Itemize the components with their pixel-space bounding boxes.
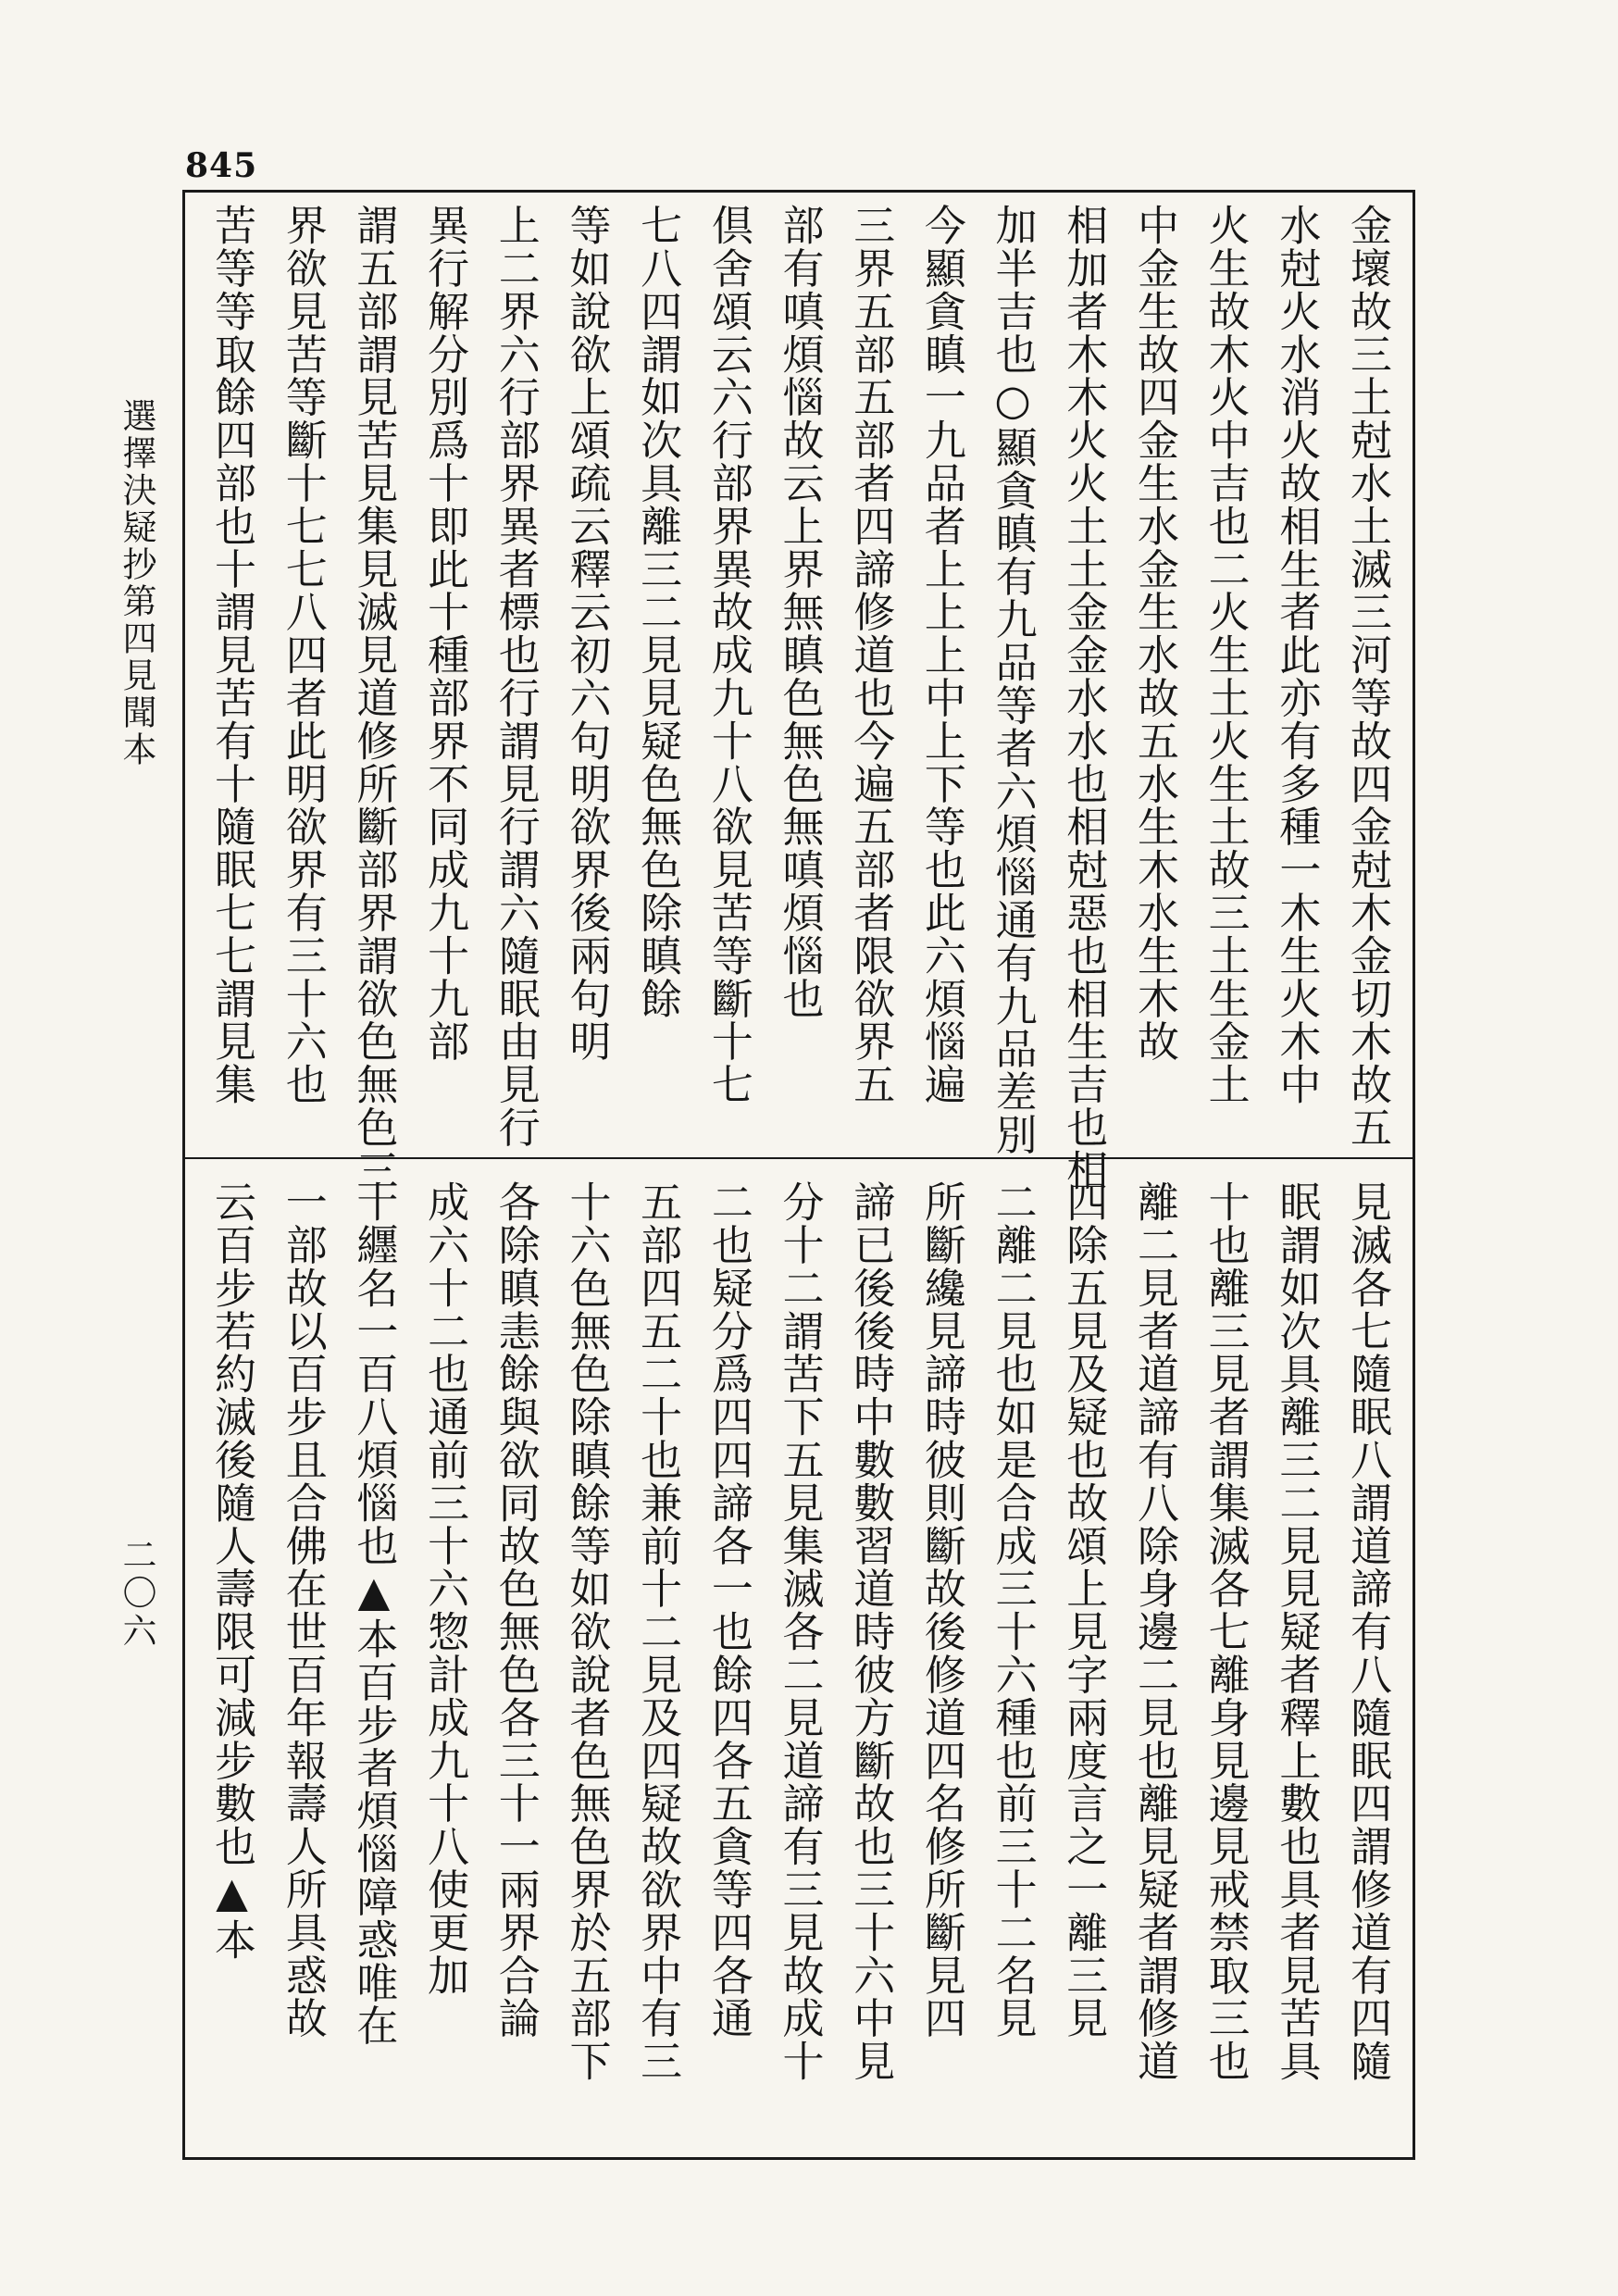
page-number: 845	[185, 146, 258, 185]
running-title: 選擇決疑抄第四見聞本	[117, 398, 156, 768]
text-column: 各除瞋恚餘與欲同故色無色各三十一兩界合論	[491, 1180, 541, 2040]
text-column: 二離二見也如是合成三十六種也前三十二名見	[988, 1180, 1038, 2040]
text-column: 離二見者道諦有八除身邊二見也離見疑者謂修道	[1129, 1180, 1179, 2083]
text-column: 七八四謂如次具離三二見見疑色無色除瞋餘	[633, 204, 683, 1020]
text-column: 苦等等取餘四部也十謂見苦有十隨眠七七謂見集	[207, 204, 256, 1106]
text-column: 二也疑分爲四四諦各一也餘四各五貪等四各通	[703, 1180, 753, 2040]
text-column: 謂五部謂見苦見集見滅見道修所斷部界謂欲色無色三	[349, 204, 399, 1192]
text-column: 成六十二也通前三十六惣計成九十八使更加	[420, 1180, 470, 1997]
text-column: 異行解分別爲十即此十種部界不同成九十九部	[420, 204, 470, 1063]
text-column: 部有嗔煩惱故云上界無瞋色無色無嗔煩惱也	[775, 204, 825, 1020]
text-column: 加半吉也○顯貪瞋有九品等者六煩惱通有九品差別	[988, 204, 1038, 1156]
text-column: 云百步若約滅後隨人壽限可減步數也▲本	[207, 1180, 256, 1962]
lower-register	[207, 1180, 1392, 2143]
upper-register	[207, 204, 1392, 1192]
text-column: 界欲見苦等斷十七七八四者此明欲界有三十六也	[278, 204, 328, 1106]
text-column: 諦已後後時中數數習道時彼方斷故也三十六中見	[846, 1180, 896, 2083]
text-column: 所斷纔見諦時彼則斷故後修道四名修所斷見四	[916, 1180, 966, 2040]
text-column: 金壞故三土尅水土滅三河等故四金尅木金切木故五	[1343, 204, 1392, 1149]
text-column: 分十二謂苦下五見集滅各二見道諦有三見故成十	[775, 1180, 825, 2083]
text-column: 上二界六行部界異者標也行謂見行謂六隨眠由見行	[491, 204, 541, 1149]
text-column: 十六色無色除瞋餘等如欲說者色無色界於五部下	[562, 1180, 612, 2083]
text-column: 四除五見及疑也故頌上見字兩度言之一離三見	[1059, 1180, 1109, 2040]
text-column: 一部故以百步且合佛在世百年報壽人所具惑故	[278, 1180, 328, 2040]
text-column: 相加者木木火火土土金金水水也相尅惡也相生吉也相	[1059, 204, 1109, 1192]
text-column: 眠謂如次具離三二見見疑者釋上數也具者見苦具	[1272, 1180, 1322, 2083]
text-column: 倶舍頌云六行部界異故成九十八欲見苦等斷十七	[703, 204, 753, 1106]
text-column: 中金生故四金生水金生水故五水生木水生木故	[1129, 204, 1179, 1063]
text-column: 火生故木火中吉也二火生土火生土故三土生金土	[1201, 204, 1251, 1106]
text-column: 今顯貪瞋一九品者上上上中上下等也此六煩惱遍	[916, 204, 966, 1106]
text-column: 水尅火水消火故相生者此亦有多種一木生火木中	[1272, 204, 1322, 1106]
text-column: 三界五部五部者四諦修道也今遍五部者限欲界五	[846, 204, 896, 1106]
folio-number: 二〇六	[117, 1537, 156, 1651]
text-column: 見滅各七隨眠八謂道諦有八隨眠四謂修道有四隨	[1343, 1180, 1392, 2083]
text-column: 五部四五二十也兼前十二見及四疑故欲界中有三	[633, 1180, 683, 2083]
text-column: 十纒名一百八煩惱也▲本百步者煩惱障惑唯在	[349, 1180, 399, 2047]
text-column: 等如說欲上頌疏云釋云初六句明欲界後兩句明	[562, 204, 612, 1063]
text-column: 十也離三見者謂集滅各七離身見邊見戒禁取三也	[1201, 1180, 1251, 2083]
